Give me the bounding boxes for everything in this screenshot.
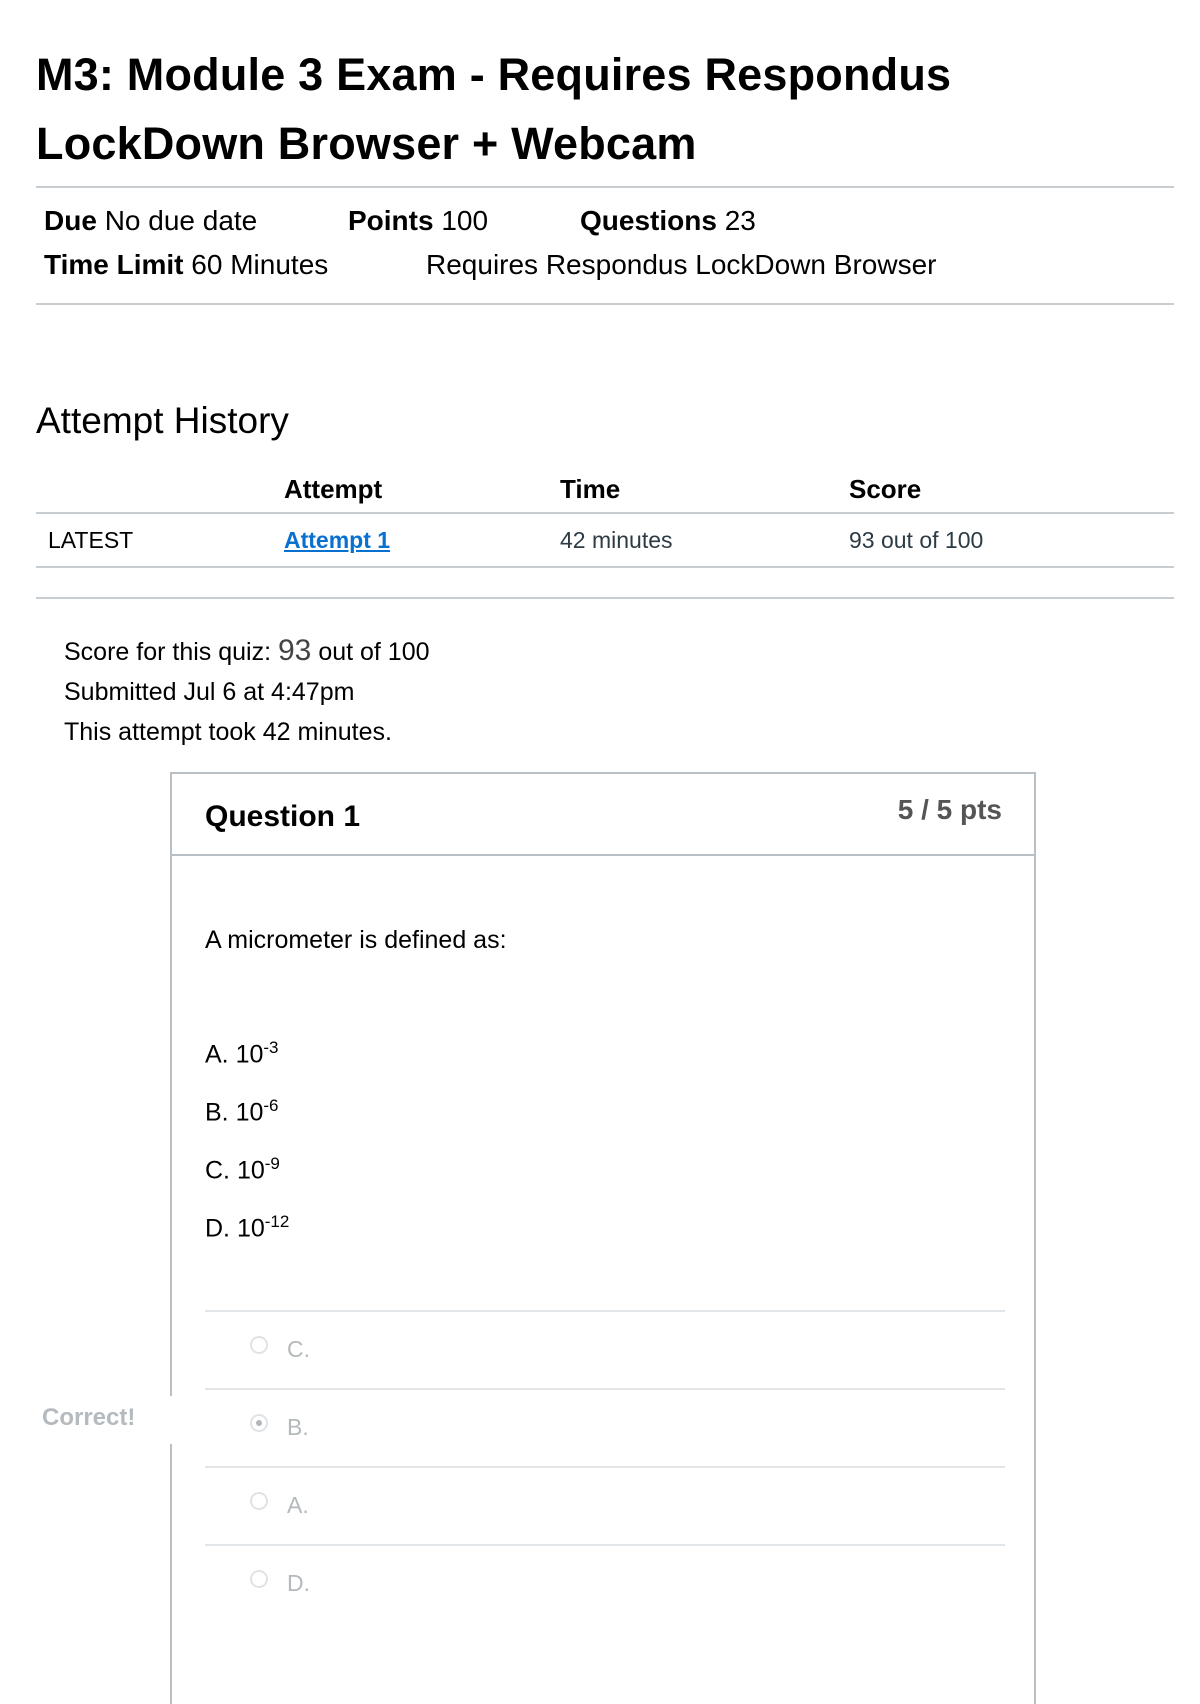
answer-label: C. <box>287 1336 310 1362</box>
divider <box>36 186 1174 188</box>
option-line: B. $10^{-6}$ <box>205 1096 279 1127</box>
page-title: M3: Module 3 Exam - Requires Respondus LockDown Browser + Webcam <box>36 49 952 169</box>
radio-button[interactable] <box>250 1336 268 1354</box>
attempt-status: LATEST <box>36 513 284 567</box>
option-line: C. $10^{-9}$ <box>205 1154 280 1185</box>
answer-option-selected[interactable] <box>205 1388 1005 1466</box>
answer-option[interactable] <box>205 1544 1005 1622</box>
time-limit: Time Limit 60 Minutes <box>44 249 329 280</box>
attempt-history-title: Attempt History <box>36 400 289 441</box>
due-date: Due No due date <box>44 205 258 236</box>
answer-option[interactable] <box>205 1466 1005 1544</box>
attempt-time: 42 minutes <box>560 513 849 567</box>
radio-button[interactable] <box>250 1492 268 1510</box>
submitted-time: Submitted Jul 6 at 4:47pm <box>64 678 355 706</box>
table-row <box>36 513 1174 567</box>
lockdown-note: Requires Respondus LockDown Browser <box>426 249 937 280</box>
correct-tag-notch <box>166 1396 176 1444</box>
question-header <box>172 774 1034 856</box>
points-info: Points 100 <box>348 205 489 236</box>
radio-button[interactable] <box>250 1570 268 1588</box>
attempt-duration: This attempt took 42 minutes. <box>64 718 392 746</box>
questions-info: Questions 23 <box>580 205 756 236</box>
answer-option[interactable] <box>205 1310 1005 1388</box>
divider <box>36 597 1174 599</box>
question-title: Question 1 <box>205 800 361 833</box>
attempt-score: 93 out of 100 <box>849 513 1174 567</box>
divider <box>36 303 1174 305</box>
answer-label: D. <box>287 1570 310 1596</box>
attempt-history-table <box>36 466 1174 568</box>
attempt-cell <box>284 513 560 567</box>
score-value: 93 <box>277 634 312 667</box>
radio-button-selected[interactable] <box>250 1414 268 1432</box>
option-line: A. $10^{-3}$ <box>205 1038 279 1069</box>
question-points: 5 / 5 pts <box>897 794 1002 825</box>
column-header-time: Time <box>560 466 849 513</box>
table-header-row <box>36 466 1174 513</box>
question-text: A micrometer is defined as: <box>205 926 507 954</box>
correct-answer-tag: Correct! <box>42 1404 147 1432</box>
answer-label: B. <box>287 1414 309 1440</box>
quiz-score: Score for this quiz: 93 out of 100 <box>64 634 430 667</box>
column-header <box>36 466 284 513</box>
question-card <box>170 772 1036 1704</box>
answer-label: A. <box>287 1492 309 1518</box>
attempt-link[interactable]: Attempt 1 <box>284 526 391 553</box>
option-line: D. $10^{-12}$ <box>205 1212 290 1243</box>
column-header-score: Score <box>849 466 1174 513</box>
column-header-attempt: Attempt <box>284 466 560 513</box>
